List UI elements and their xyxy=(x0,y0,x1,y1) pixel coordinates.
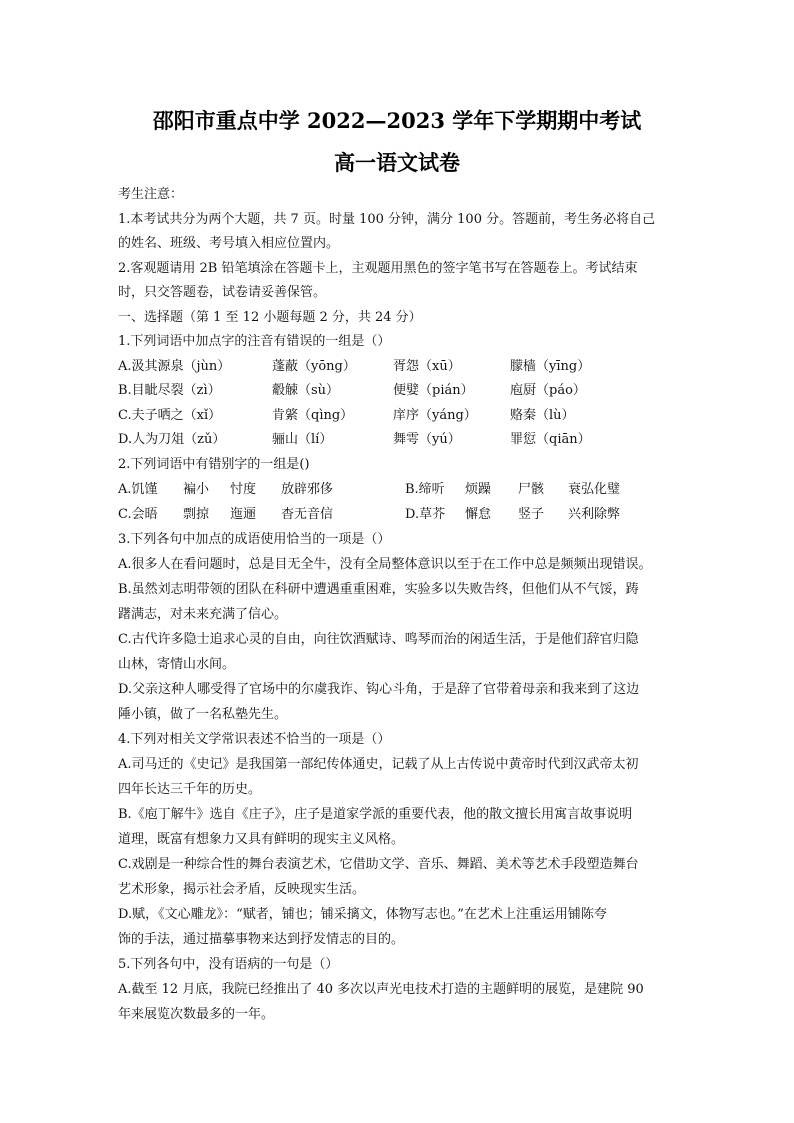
q1-option-cell: 赂秦（lù） xyxy=(510,408,575,423)
q4-option-b-line-2: 道理，既富有想象力又具有鲜明的现实主义风格。 xyxy=(118,832,405,847)
q2-word: 放辟邪侈 xyxy=(281,482,334,497)
q2-word: 剽掠 xyxy=(183,507,210,522)
q4-option-d-line-2: 饰的手法，通过描摹事物来达到抒发情志的目的。 xyxy=(118,932,405,947)
q1-option-cell: 庠序（yáng） xyxy=(393,408,477,423)
q3-option-b-line-1: B.虽然刘志明带领的团队在科研中遭遇重重困难，实验多以失败告终，但他们从不气馁，踌 xyxy=(118,582,639,597)
q2-word: 兴利除弊 xyxy=(568,507,621,522)
notice-heading: 考生注意： xyxy=(118,187,184,202)
exam-subtitle: 高一语文试卷 xyxy=(334,150,460,175)
q3-option-a: A.很多人在看问题时，总是目无全牛，没有全局整体意识以至于在工作中总是频频出现错误。 xyxy=(118,557,652,572)
q5-stem: 5.下列各句中，没有语病的一句是（） xyxy=(118,957,339,972)
q3-option-d-line-2: 陲小镇，做了一名私塾先生。 xyxy=(118,707,288,722)
q2-word: 杳无音信 xyxy=(281,507,334,522)
section-1-heading: 一、选择题（第 1 至 12 小题每题 2 分，共 24 分） xyxy=(118,310,422,325)
q2-word: 烦躁 xyxy=(465,482,492,497)
q4-stem: 4.下列对相关文学常识表述不恰当的一项是（） xyxy=(118,732,391,747)
q1-option-cell: C.夫子哂之（xǐ） xyxy=(118,408,222,423)
q4-option-b-line-1: B.《庖丁解牛》选自《庄子》，庄子是道家学派的重要代表，他的散文擅长用寓言故事说明 xyxy=(118,807,633,822)
q2-word: 竖子 xyxy=(518,507,545,522)
exam-title: 邵阳市重点中学 2022—2023 学年下学期期中考试 xyxy=(152,108,642,133)
q2-word: A.饥馑 xyxy=(118,482,158,497)
q4-option-a-line-1: A.司马迁的《史记》是我国第一部纪传体通史，记载了从上古传说中黄帝时代到汉武帝太初 xyxy=(118,757,639,772)
notice-item-2-line-2: 时，只交答题卷，试卷请妥善保管。 xyxy=(118,285,327,300)
q1-option-cell: 朦樯（yīng） xyxy=(510,359,591,374)
q2-word: 懈怠 xyxy=(465,507,492,522)
q3-option-d-line-1: D.父亲这种人哪受得了官场中的尔虞我诈、钩心斗角，于是辞了官带着母亲和我来到了这边 xyxy=(118,682,640,697)
q1-option-cell: 庖厨（páo） xyxy=(510,383,586,398)
q4-option-c-line-1: C.戏剧是一种综合性的舞台表演艺术，它借助文学、音乐、舞蹈、美术等艺术手段塑造舞台 xyxy=(118,857,639,872)
q2-word: C.会晤 xyxy=(118,507,158,522)
q4-option-a-line-2: 四年长达三千年的历史。 xyxy=(118,782,262,797)
q2-word: 衰弘化璧 xyxy=(568,482,621,497)
q1-option-cell: 胥怨（xū） xyxy=(393,359,461,374)
q3-stem: 3.下列各句中加点的成语使用恰当的一项是（） xyxy=(118,532,391,547)
q1-option-cell: A.汲其源泉（jùn） xyxy=(118,359,231,374)
q1-option-cell: 骊山（lí） xyxy=(272,432,333,447)
q3-option-c-line-1: C.古代许多隐士追求心灵的自由，向往饮酒赋诗、鸣琴而治的闲适生活，于是他们辞官归隐 xyxy=(118,632,639,647)
q5-option-a-line-1: A.截至 12 月底，我院已经推出了 40 多次以声光电技术打造的主题鲜明的展览，是建院 90 xyxy=(118,982,644,997)
q2-word: 忖度 xyxy=(230,482,257,497)
notice-item-1-line-1: 1.本考试共分为两个大题，共 7 页。时量 100 分钟，满分 100 分。答题前，考生务必将自己 xyxy=(118,212,656,227)
q5-option-a-line-2: 年来展览次数最多的一年。 xyxy=(118,1007,275,1022)
q4-option-c-line-2: 艺术形象，揭示社会矛盾，反映现实生活。 xyxy=(118,882,366,897)
q2-word: 迤逦 xyxy=(230,507,257,522)
q1-stem: 1.下列词语中加点字的注音有错误的一组是（） xyxy=(118,334,391,349)
q4-option-d-line-1: D.赋，《文心雕龙》：“赋者，铺也；铺采摛文，体物写志也。”在艺术上注重运用铺陈夸 xyxy=(118,907,607,922)
q3-option-c-line-2: 山林，寄情山水间。 xyxy=(118,657,236,672)
q1-option-cell: 罪愆（qiān） xyxy=(510,432,591,447)
q1-option-cell: D.人为刀俎（zǔ） xyxy=(118,432,226,447)
notice-item-2-line-1: 2.客观题请用 2B 铅笔填涂在答题卡上，主观题用黑色的签字笔书写在答题卷上。考试结束 xyxy=(118,261,638,276)
q1-option-cell: 便嬖（pián） xyxy=(393,383,474,398)
q2-word: D.草芥 xyxy=(405,507,446,522)
q1-option-cell: 蓬蔽（yōng） xyxy=(272,359,356,374)
q2-word: 尸骸 xyxy=(518,482,545,497)
q1-option-cell: 觳觫（sù） xyxy=(272,383,340,398)
q2-word: B.缔听 xyxy=(405,482,445,497)
q2-stem: 2.下列词语中有错别字的一组是() xyxy=(118,457,310,472)
notice-item-1-line-2: 的姓名、班级、考号填入相应位置内。 xyxy=(118,236,340,251)
q3-option-b-line-2: 躇满志，对未来充满了信心。 xyxy=(118,607,288,622)
q1-option-cell: 舞雩（yú） xyxy=(393,432,461,447)
q1-option-cell: B.目眦尽裂（zì） xyxy=(118,383,221,398)
q2-word: 褊小 xyxy=(183,482,210,497)
q1-option-cell: 肯綮（qìng） xyxy=(272,408,354,423)
